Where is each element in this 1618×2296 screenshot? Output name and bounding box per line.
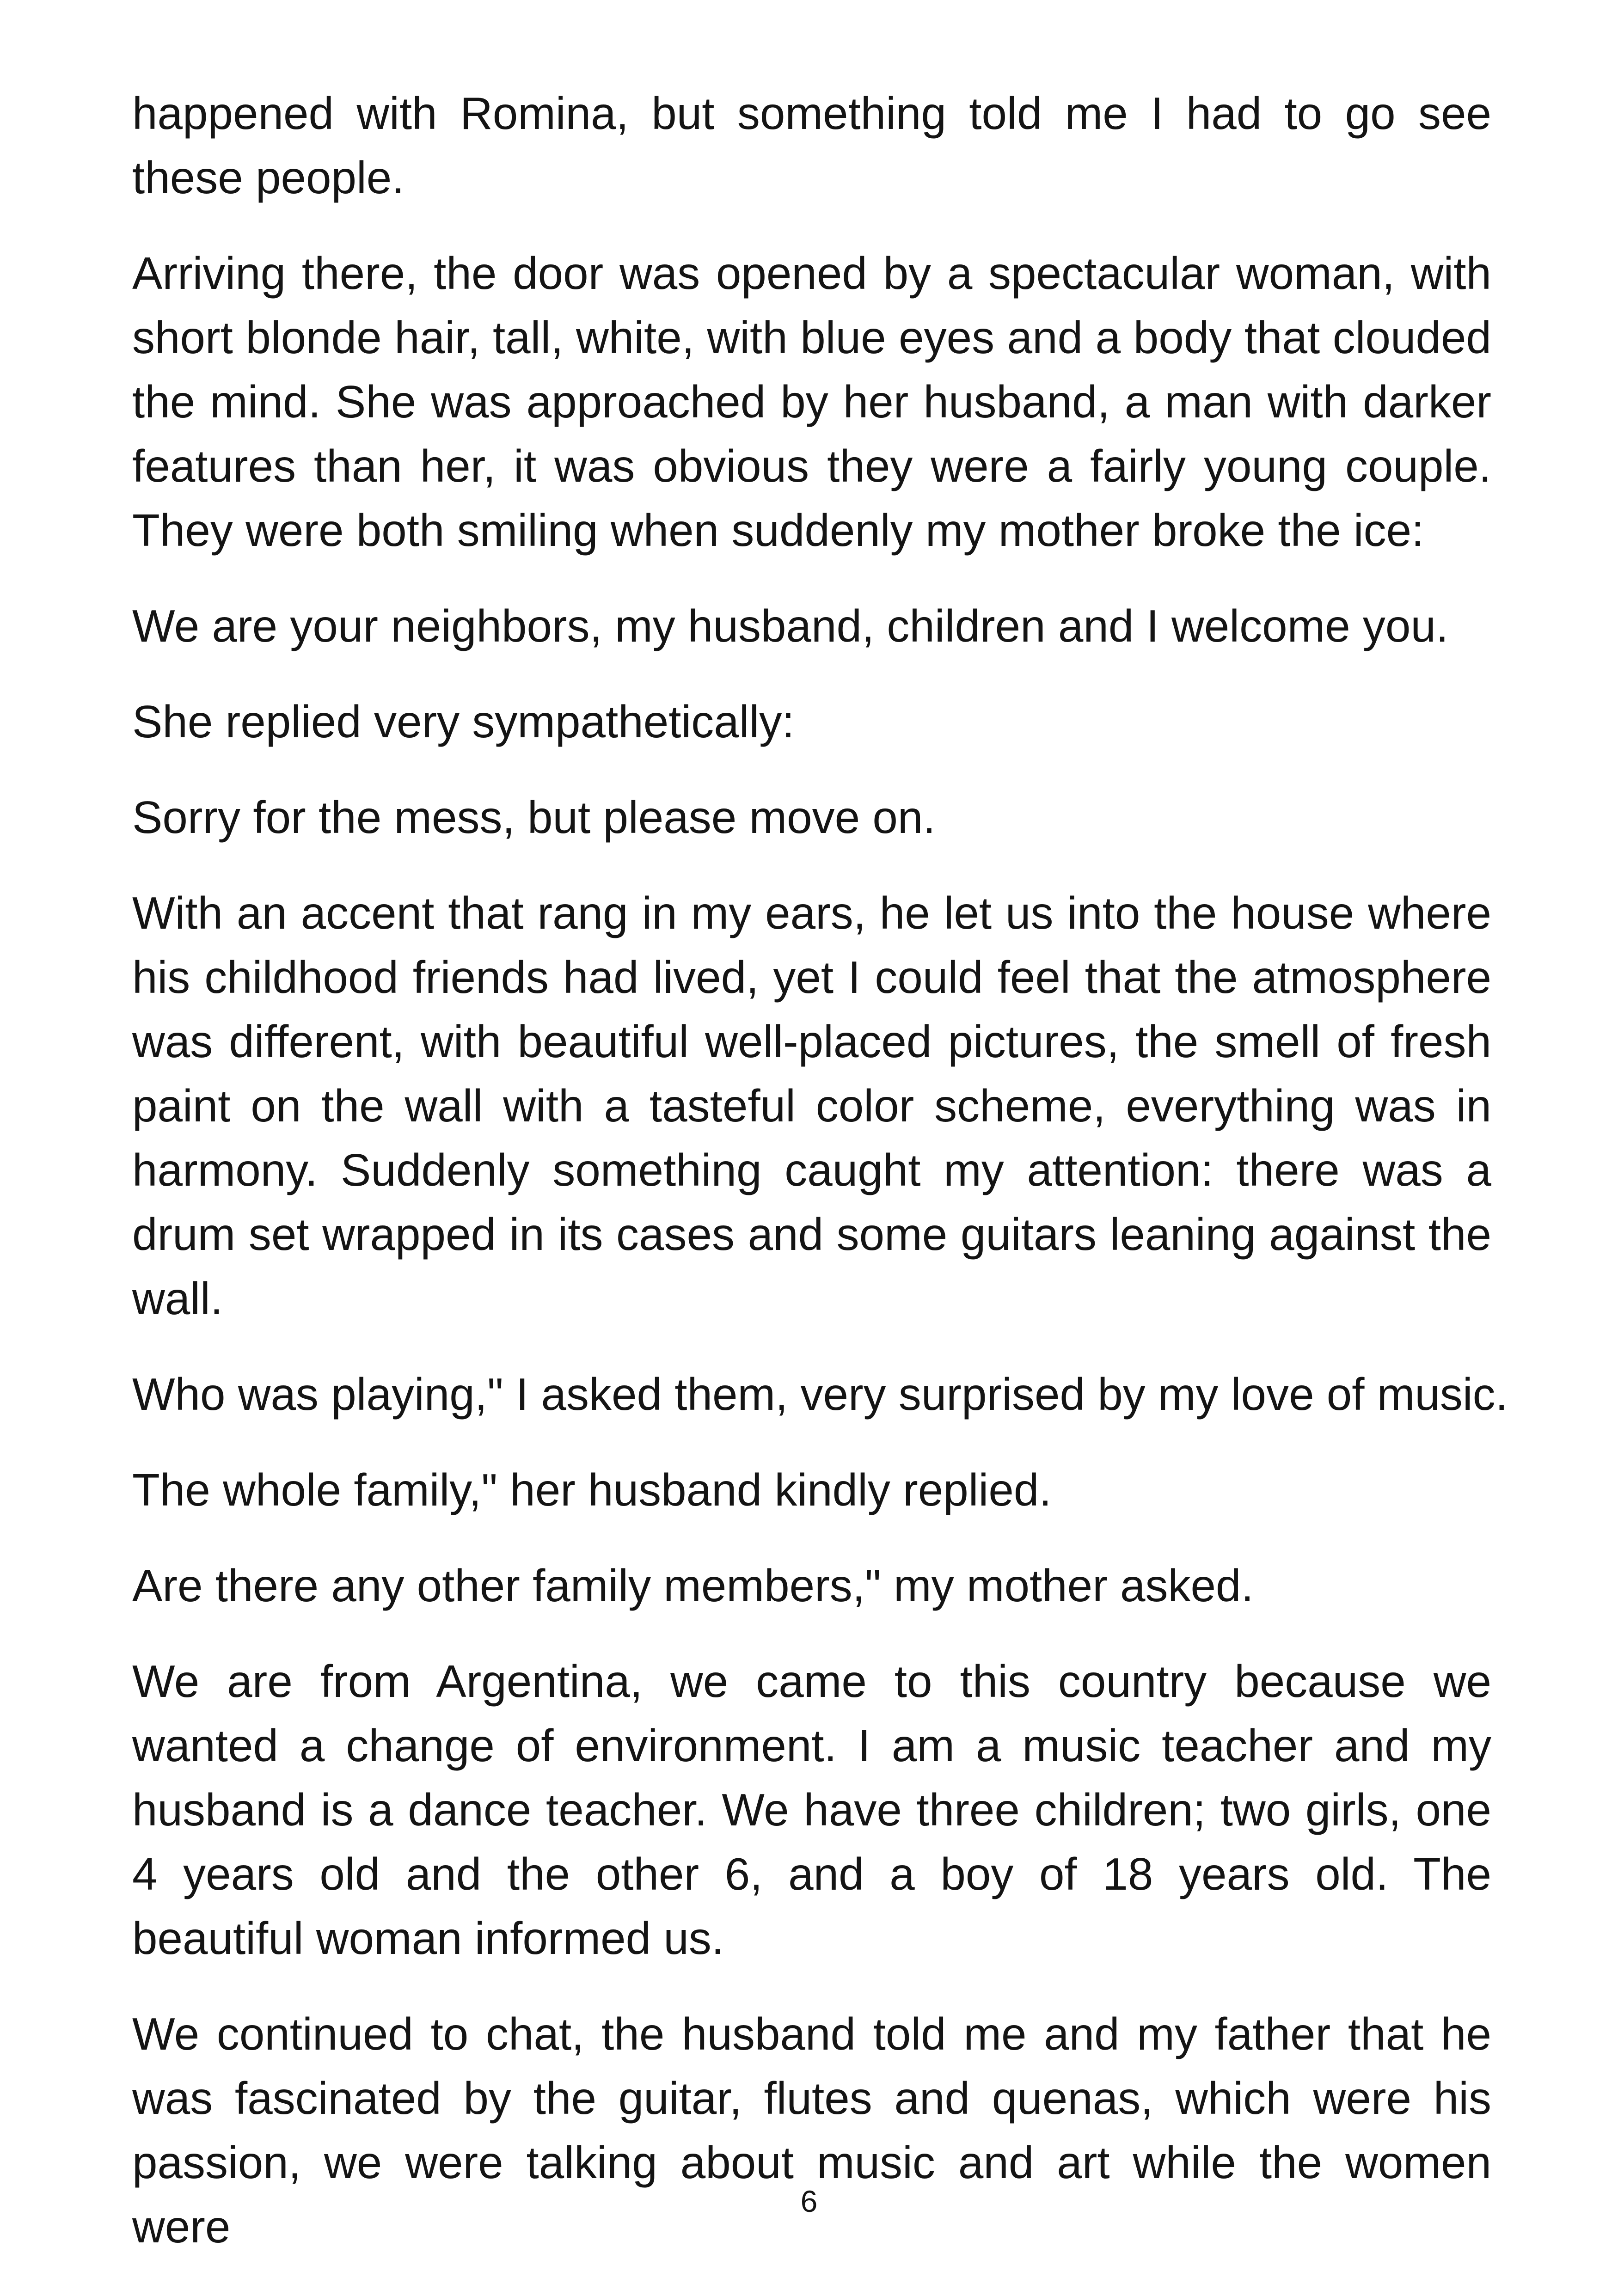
body-text [132,81,1508,2259]
paragraph-8: The whole family," her husband kindly replied. [132,1464,1052,1515]
paragraph-11: We continued to chat, the husband told me and my father that he was fascinated by the guitar, flutes and quenas, which were his passion, we were talking about music and art while the women were [132,2008,1491,2252]
paragraph-1: happened with Romina, but something told me I had to go see these people. [132,88,1491,203]
paragraph-2: Arriving there, the door was opened by a spectacular woman, with short blonde hair, tall, white, with blue eyes and a body that clouded the mind. She was approached by her husband, a man with darker features than her, it was obvious they were a fairly young couple. They were both smiling when suddenly my mother broke the ice: [132,248,1491,556]
page-number: 6 [800,2184,818,2218]
paragraph-9: Are there any other family members," my mother asked. [132,1560,1254,1611]
paragraph-10: We are from Argentina, we came to this country because we wanted a change of environment. I am a music teacher and my husband is a dance teacher. We have three children; two girls, one 4 years old and the other 6, and a boy of 18 years old. The beautiful woman informed us. [132,1656,1491,1964]
paragraph-6: With an accent that rang in my ears, he let us into the house where his childhood friends had lived, yet I could feel that the atmosphere was different, with beautiful well-placed pictures, the smell of fresh paint on the wall with a tasteful color scheme, everything was in harmony. Suddenly something caught my attention: there was a drum set wrapped in its cases and some guitars leaning against the wall. [132,888,1491,1324]
paragraph-5: Sorry for the mess, but please move on. [132,792,936,843]
paragraph-7: Who was playing," I asked them, very surprised by my love of music. [132,1369,1508,1420]
paragraph-4: She replied very sympathetically: [132,696,795,747]
paragraph-3: We are your neighbors, my husband, children and I welcome you. [132,600,1449,651]
